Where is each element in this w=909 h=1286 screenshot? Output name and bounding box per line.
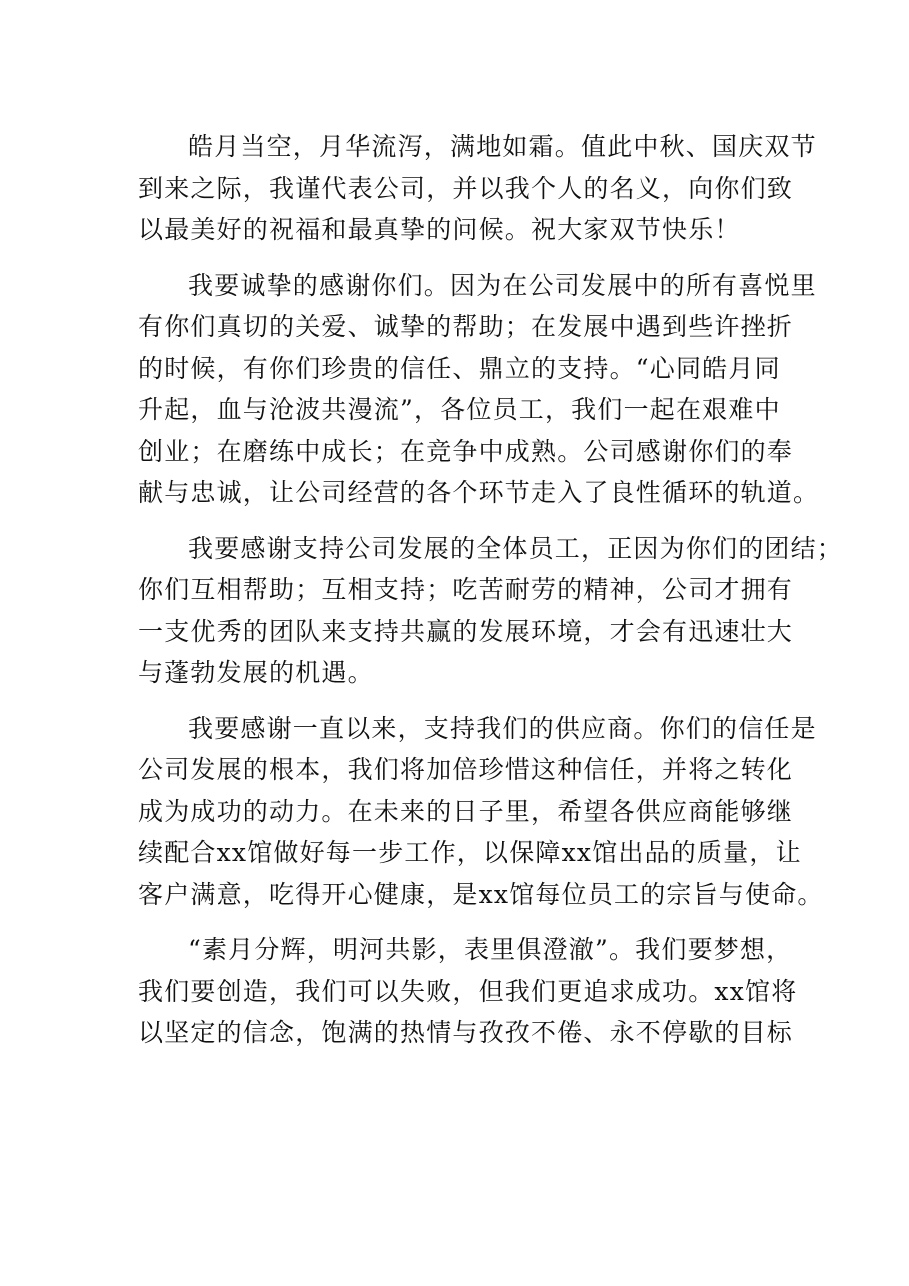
- paragraph-3: [138, 528, 844, 694]
- paragraph-line: 续配合xx馆做好每一步工作，以保障xx馆出品的质量，让: [138, 838, 802, 867]
- paragraph-line: 皓月当空，月华流泻，满地如霜。值此中秋、国庆双节: [188, 132, 817, 161]
- paragraph-line: 成为成功的动力。在未来的日子里，希望各供应商能够继: [138, 796, 794, 826]
- paragraph-1: [138, 126, 817, 251]
- paragraph-line: 公司发展的根本，我们将加倍珍惜这种信任，并将之转化: [138, 755, 794, 784]
- paragraph-line: 与蓬勃发展的机遇。: [138, 658, 374, 687]
- paragraph-line: 有你们真切的关爱、诚挚的帮助；在发展中遇到些许挫折: [138, 312, 794, 341]
- paragraph-line: 我要感谢支持公司发展的全体员工，正因为你们的团结；: [188, 533, 844, 563]
- paragraph-line: 创业；在磨练中成长；在竞争中成熟。公司感谢你们的奉: [138, 436, 794, 466]
- paragraph-line: 到来之际，我谨代表公司，并以我个人的名义，向你们致: [138, 173, 794, 203]
- paragraph-line: 一支优秀的团队来支持共赢的发展环境，才会有迅速壮大: [138, 616, 794, 646]
- paragraph-line: 你们互相帮助；互相支持；吃苦耐劳的精神，公司才拥有: [138, 575, 794, 604]
- paragraph-line: 我要感谢一直以来，支持我们的供应商。你们的信任是: [188, 713, 817, 743]
- paragraph-line: 升起，血与沧波共漫流”，各位员工，我们一起在艰难中: [138, 395, 781, 424]
- paragraph-line: 客户满意，吃得开心健康，是xx馆每位员工的宗旨与使命。: [138, 879, 824, 909]
- paragraph-line: 献与忠诚，让公司经营的各个环节走入了良性循环的轨道。: [138, 478, 820, 507]
- paragraph-line: 我们要创造，我们可以失败，但我们更追求成功。xx馆将: [138, 976, 798, 1006]
- paragraph-line: 的时候，有你们珍贵的信任、鼎立的支持。“心同皓月同: [138, 353, 781, 383]
- paragraph-5: [138, 929, 798, 1054]
- paragraph-2: [138, 265, 820, 514]
- paragraph-line: 我要诚挚的感谢你们。因为在公司发展中的所有喜悦里: [188, 270, 817, 300]
- paragraph-line: 以最美好的祝福和最真挚的问候。祝大家双节快乐！: [138, 215, 741, 244]
- paragraph-4: [138, 708, 824, 916]
- paragraph-line: “素月分辉，明河共影，表里俱澄澈”。我们要梦想，: [188, 935, 793, 964]
- paragraph-line: 以坚定的信念，饱满的热情与孜孜不倦、永不停歇的目标: [138, 1018, 794, 1047]
- document-body: [138, 126, 844, 1068]
